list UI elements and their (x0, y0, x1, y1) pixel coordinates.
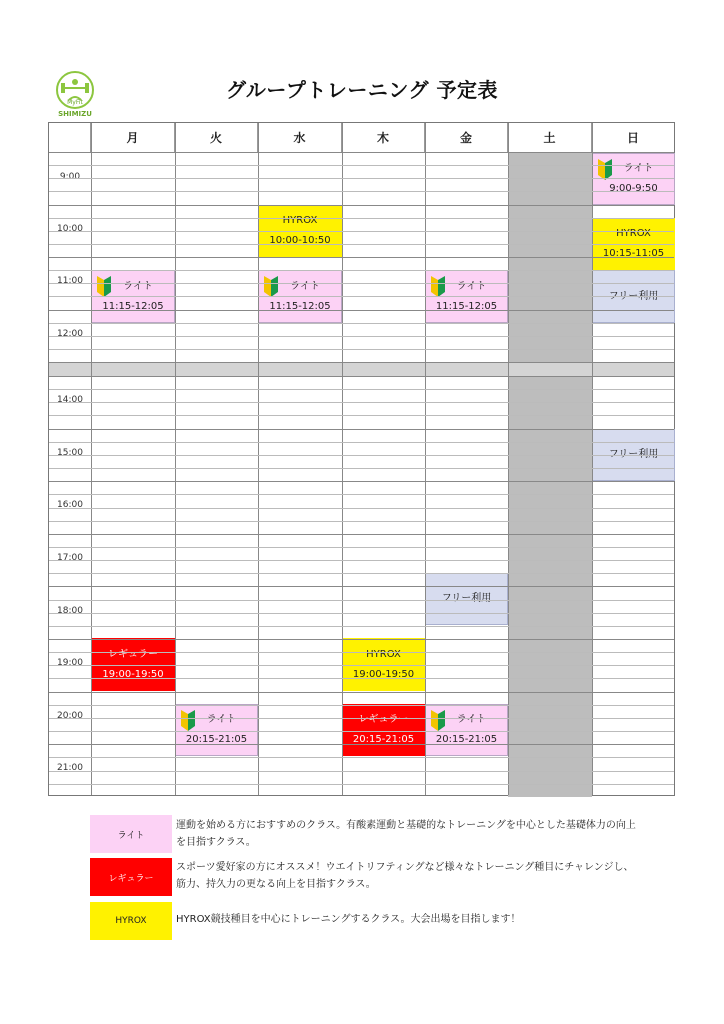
grid-row-line (49, 784, 674, 785)
grid-row-line (49, 626, 674, 627)
class-label: ライト (456, 714, 487, 725)
grid-row-line (49, 481, 674, 482)
class-label: ライト (290, 280, 320, 292)
grid-column-divider (592, 123, 593, 795)
time-label: 15:00 (57, 448, 83, 458)
day-header-wed: 水 (258, 123, 342, 152)
grid-row-line (49, 455, 674, 456)
legend-swatch-regular: レギュラー (90, 858, 172, 896)
time-label: 9:00 (59, 172, 81, 182)
legend-swatch-lite: ライト (90, 815, 172, 853)
grid-row-line (49, 296, 674, 297)
legend-swatch-hyrox: HYROX (90, 902, 172, 940)
class-block-lite[interactable] (175, 704, 258, 756)
grid-column-divider (91, 123, 92, 795)
class-time: 19:00-19:50 (102, 668, 164, 680)
beginner-mark-icon (96, 276, 112, 298)
grid-row-line (49, 678, 674, 679)
class-label: HYROX (282, 215, 318, 226)
grid-row-line (49, 744, 674, 745)
time-label: 20:00 (57, 711, 83, 721)
grid-row-line (49, 165, 674, 166)
legend-line: 筋力、持久力の更なる向上を目指すクラス。 (176, 879, 376, 890)
class-time: 9:00-9:50 (609, 183, 658, 194)
time-label: 21:00 (57, 763, 83, 773)
class-time: 20:15-21:05 (185, 734, 248, 745)
day-header-fri: 金 (425, 123, 508, 152)
time-label: 10:00 (57, 224, 83, 234)
grid-column-divider (342, 123, 343, 795)
grid-row-line (49, 692, 674, 693)
page-title: グループトレーニング 予定表 (226, 78, 498, 102)
class-block-lite[interactable] (425, 704, 508, 756)
time-label: 14:00 (57, 395, 83, 405)
grid-row-line (49, 244, 674, 245)
day-header-tue: 火 (175, 123, 258, 152)
grid-column-divider (508, 123, 509, 795)
class-label: フリー利用 (608, 449, 659, 460)
grid-row-line (49, 349, 674, 350)
class-time: 11:15-12:05 (102, 300, 164, 312)
grid-row-line (49, 191, 674, 192)
grid-row-line (49, 600, 674, 601)
class-time: 10:15-11:05 (602, 248, 665, 259)
class-block-free[interactable] (425, 573, 508, 625)
day-header-sun: 日 (626, 131, 639, 145)
class-time: 11:15-12:05 (435, 300, 498, 312)
grid-row-line (49, 494, 674, 495)
grid-row-line (49, 665, 674, 666)
day-header-sat: 土 (508, 123, 592, 152)
schedule-grid (48, 122, 675, 796)
day-header-mon: 月 (91, 123, 175, 152)
grid-row-line (49, 218, 674, 219)
grid-row-line (49, 547, 674, 548)
beginner-mark-icon (430, 710, 446, 732)
grid-row-line (49, 757, 674, 758)
time-label: 19:00 (57, 658, 83, 668)
class-label: レギュラー (358, 714, 409, 725)
beginner-mark-icon (180, 710, 196, 732)
class-label: レギュラー (108, 648, 158, 660)
grid-row-line (49, 613, 674, 614)
grid-column-divider (425, 123, 426, 795)
class-label: ライト (623, 163, 654, 174)
grid-row-line (49, 705, 674, 706)
class-label: フリー利用 (608, 290, 659, 302)
grid-row-line (49, 771, 674, 772)
beginner-mark-icon (263, 276, 279, 298)
class-time: 20:15-21:05 (435, 734, 498, 745)
lunch-break-row (49, 363, 674, 376)
class-time: 10:00-10:50 (269, 235, 331, 246)
grid-column-divider (258, 123, 259, 795)
logo-text: SHIMIZU (58, 110, 92, 118)
class-label: ライト (206, 714, 237, 725)
time-label: 17:00 (57, 553, 83, 563)
grid-row-line (49, 586, 674, 587)
grid-row-line (49, 205, 674, 206)
grid-row-line (49, 257, 674, 258)
class-time: 20:15-21:05 (352, 734, 415, 745)
grid-row-line (49, 362, 674, 363)
grid-row-line (49, 468, 674, 469)
grid-row-line (49, 429, 674, 430)
grid-row-line (49, 415, 674, 416)
legend-line: HYROX競技種目を中心にトレーニングするクラス。大会出場を目指します！ (176, 914, 521, 925)
grid-row-line (49, 534, 674, 535)
grid-row-line (49, 270, 674, 271)
grid-row-line (49, 731, 674, 732)
grid-row-line (49, 560, 674, 561)
legend-line: 運動を始める方におすすめのクラス。有酸素運動と基礎的なトレーニングを中心とした基礎体力の向上 (176, 820, 636, 831)
class-label: ライト (456, 280, 487, 292)
legend-line: を目指すクラス。 (176, 837, 256, 848)
grid-row-line (49, 639, 674, 640)
class-label: フリー利用 (441, 593, 492, 604)
grid-row-line (49, 178, 674, 179)
grid-row-line (49, 652, 674, 653)
grid-row-line (49, 336, 674, 337)
time-label: 11:00 (57, 276, 83, 286)
class-block-lite[interactable] (592, 153, 675, 205)
grid-row-line (49, 718, 674, 719)
class-time: 19:00-19:50 (352, 668, 415, 680)
class-label: HYROX (366, 648, 401, 660)
grid-row-line (49, 521, 674, 522)
header-corner (49, 123, 91, 152)
grid-row-line (49, 283, 674, 284)
class-label: HYROX (616, 228, 651, 239)
grid-row-line (49, 152, 674, 153)
legend-text-regular (176, 859, 676, 893)
time-label: 18:00 (57, 606, 83, 616)
grid-row-line (49, 389, 674, 390)
grid-row-line (49, 323, 674, 324)
legend-text-lite (176, 817, 676, 851)
time-label: 16:00 (57, 500, 83, 510)
time-label: 12:00 (57, 329, 83, 339)
day-header-thu: 木 (342, 123, 425, 152)
svg-text:MyFit: MyFit (67, 99, 83, 106)
class-block-regular[interactable] (342, 704, 425, 756)
grid-row-line (49, 231, 674, 232)
legend-line: スポーツ愛好家の方にオススメ！ウエイトリフティングなど様々なトレーニング種目にチャレンジし、 (176, 862, 634, 873)
legend-text-hyrox (176, 911, 676, 928)
class-time: 11:15-12:05 (269, 300, 331, 312)
grid-row-line (49, 310, 674, 311)
class-label: ライト (123, 280, 153, 292)
grid-row-line (49, 573, 674, 574)
grid-row-line (49, 376, 674, 377)
beginner-mark-icon (430, 276, 446, 298)
grid-row-line (49, 442, 674, 443)
grid-row-line (49, 402, 674, 403)
grid-column-divider (175, 123, 176, 795)
grid-row-line (49, 508, 674, 509)
